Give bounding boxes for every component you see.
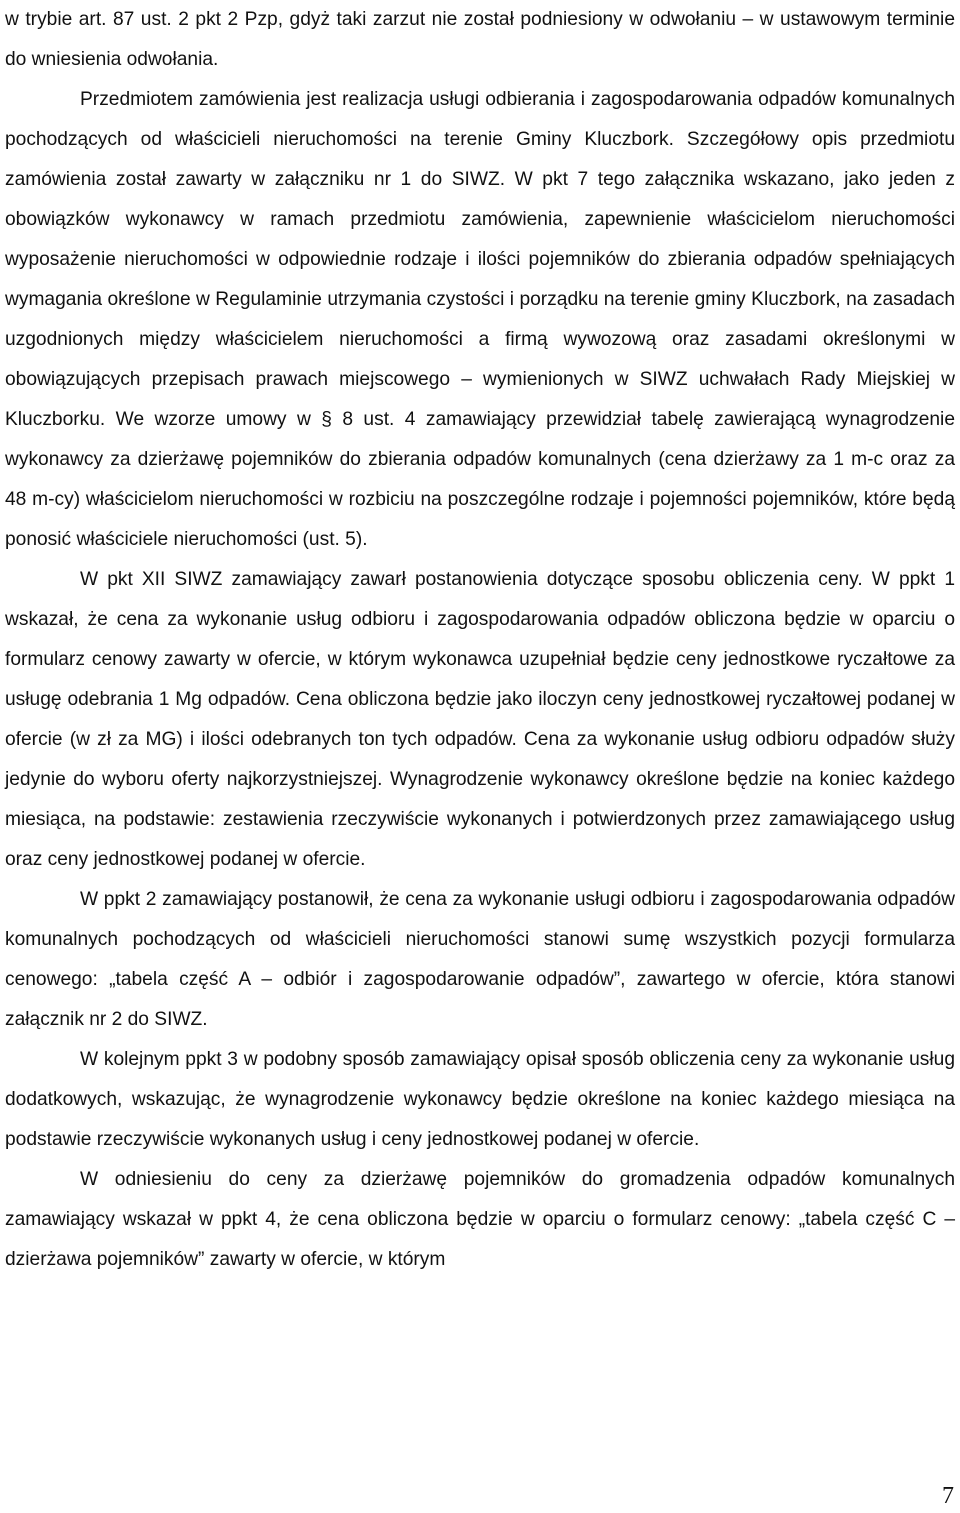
paragraph-2: Przedmiotem zamówienia jest realizacja usługi odbierania i zagospodarowania odpadów komunalnych pochodzących od właścicieli nieruchomości na terenie Gminy Kluczbork. Szczegółowy opis przedmiotu zamówienia został zawarty w załączniku nr 1 do SIWZ. W pkt 7 tego załącznika wskazano, jako jeden z obowiązków wykonawcy w ramach przedmiotu zamówienia, zapewnienie właścicielom nieruchomości wyposażenie nieruchomości w odpowiednie rodzaje i ilości pojemników do zbierania odpadów spełniających wymagania określone w Regulaminie utrzymania czystości i porządku na terenie gminy Kluczbork, na zasadach uzgodnionych między właścicielem nieruchomości a firmą wywozową oraz zasadami określonymi w obowiązujących przepisach prawach miejscowego – wymienionych w SIWZ uchwałach Rady Miejskiej w Kluczborku. We wzorze umowy w § 8 ust. 4 zamawiający przewidział tabelę zawierającą wynagrodzenie wykonawcy za dzierżawę pojemników do zbierania odpadów komunalnych (cena dzierżawy za 1 m-c oraz za 48 m-cy) właścicielom nieruchomości w rozbiciu na poszczególne rodzaje i pojemności pojemników, które będą ponosić właściciele nieruchomości (ust. 5). (5, 89, 955, 550)
paragraph-1: w trybie art. 87 ust. 2 pkt 2 Pzp, gdyż taki zarzut nie został podniesiony w odwołaniu – w ustawowym terminie do wniesienia odwołania. (5, 9, 955, 70)
page-number: 7 (942, 1483, 954, 1509)
paragraph-6: W odniesieniu do ceny za dzierżawę pojemników do gromadzenia odpadów komunalnych zamawiający wskazał w ppkt 4, że cena obliczona będzie w oparciu o formularz cenowy: „tabela część C – dzierżawa pojemników” zawarty w ofercie, w którym (5, 1169, 955, 1270)
paragraph-3: W pkt XII SIWZ zamawiający zawarł postanowienia dotyczące sposobu obliczenia ceny. W ppkt 1 wskazał, że cena za wykonanie usług odbioru i zagospodarowania odpadów obliczona będzie w oparciu o formularz cenowy zawarty w ofercie, w którym wykonawca uzupełniał będzie ceny jednostkowe ryczałtowe za usługę odebrania 1 Mg odpadów. Cena obliczona będzie jako iloczyn ceny jednostkowej ryczałtowej podanej w ofercie (w zł za MG) i ilości odebranych ton tych odpadów. Cena za wykonanie usług odbioru odpadów służy jedynie do wyboru oferty najkorzystniejszej. Wynagrodzenie wykonawcy określone będzie na koniec każdego miesiąca, na podstawie: zestawienia rzeczywiście wykonanych i potwierdzonych przez zamawiającego usług oraz ceny jednostkowej podanej w ofercie. (5, 569, 955, 870)
paragraph-5: W kolejnym ppkt 3 w podobny sposób zamawiający opisał sposób obliczenia ceny za wykonanie usług dodatkowych, wskazując, że wynagrodzenie wykonawcy będzie określone na koniec każdego miesiąca na podstawie rzeczywiście wykonanych usług i ceny jednostkowej podanej w ofercie. (5, 1049, 955, 1150)
document-page (5, 0, 955, 1280)
paragraph-4: W ppkt 2 zamawiający postanowił, że cena za wykonanie usługi odbioru i zagospodarowania odpadów komunalnych pochodzących od właścicieli nieruchomości stanowi sumę wszystkich pozycji formularza cenowego: „tabela część A – odbiór i zagospodarowanie odpadów”, zawartego w ofercie, która stanowi załącznik nr 2 do SIWZ. (5, 889, 955, 1030)
